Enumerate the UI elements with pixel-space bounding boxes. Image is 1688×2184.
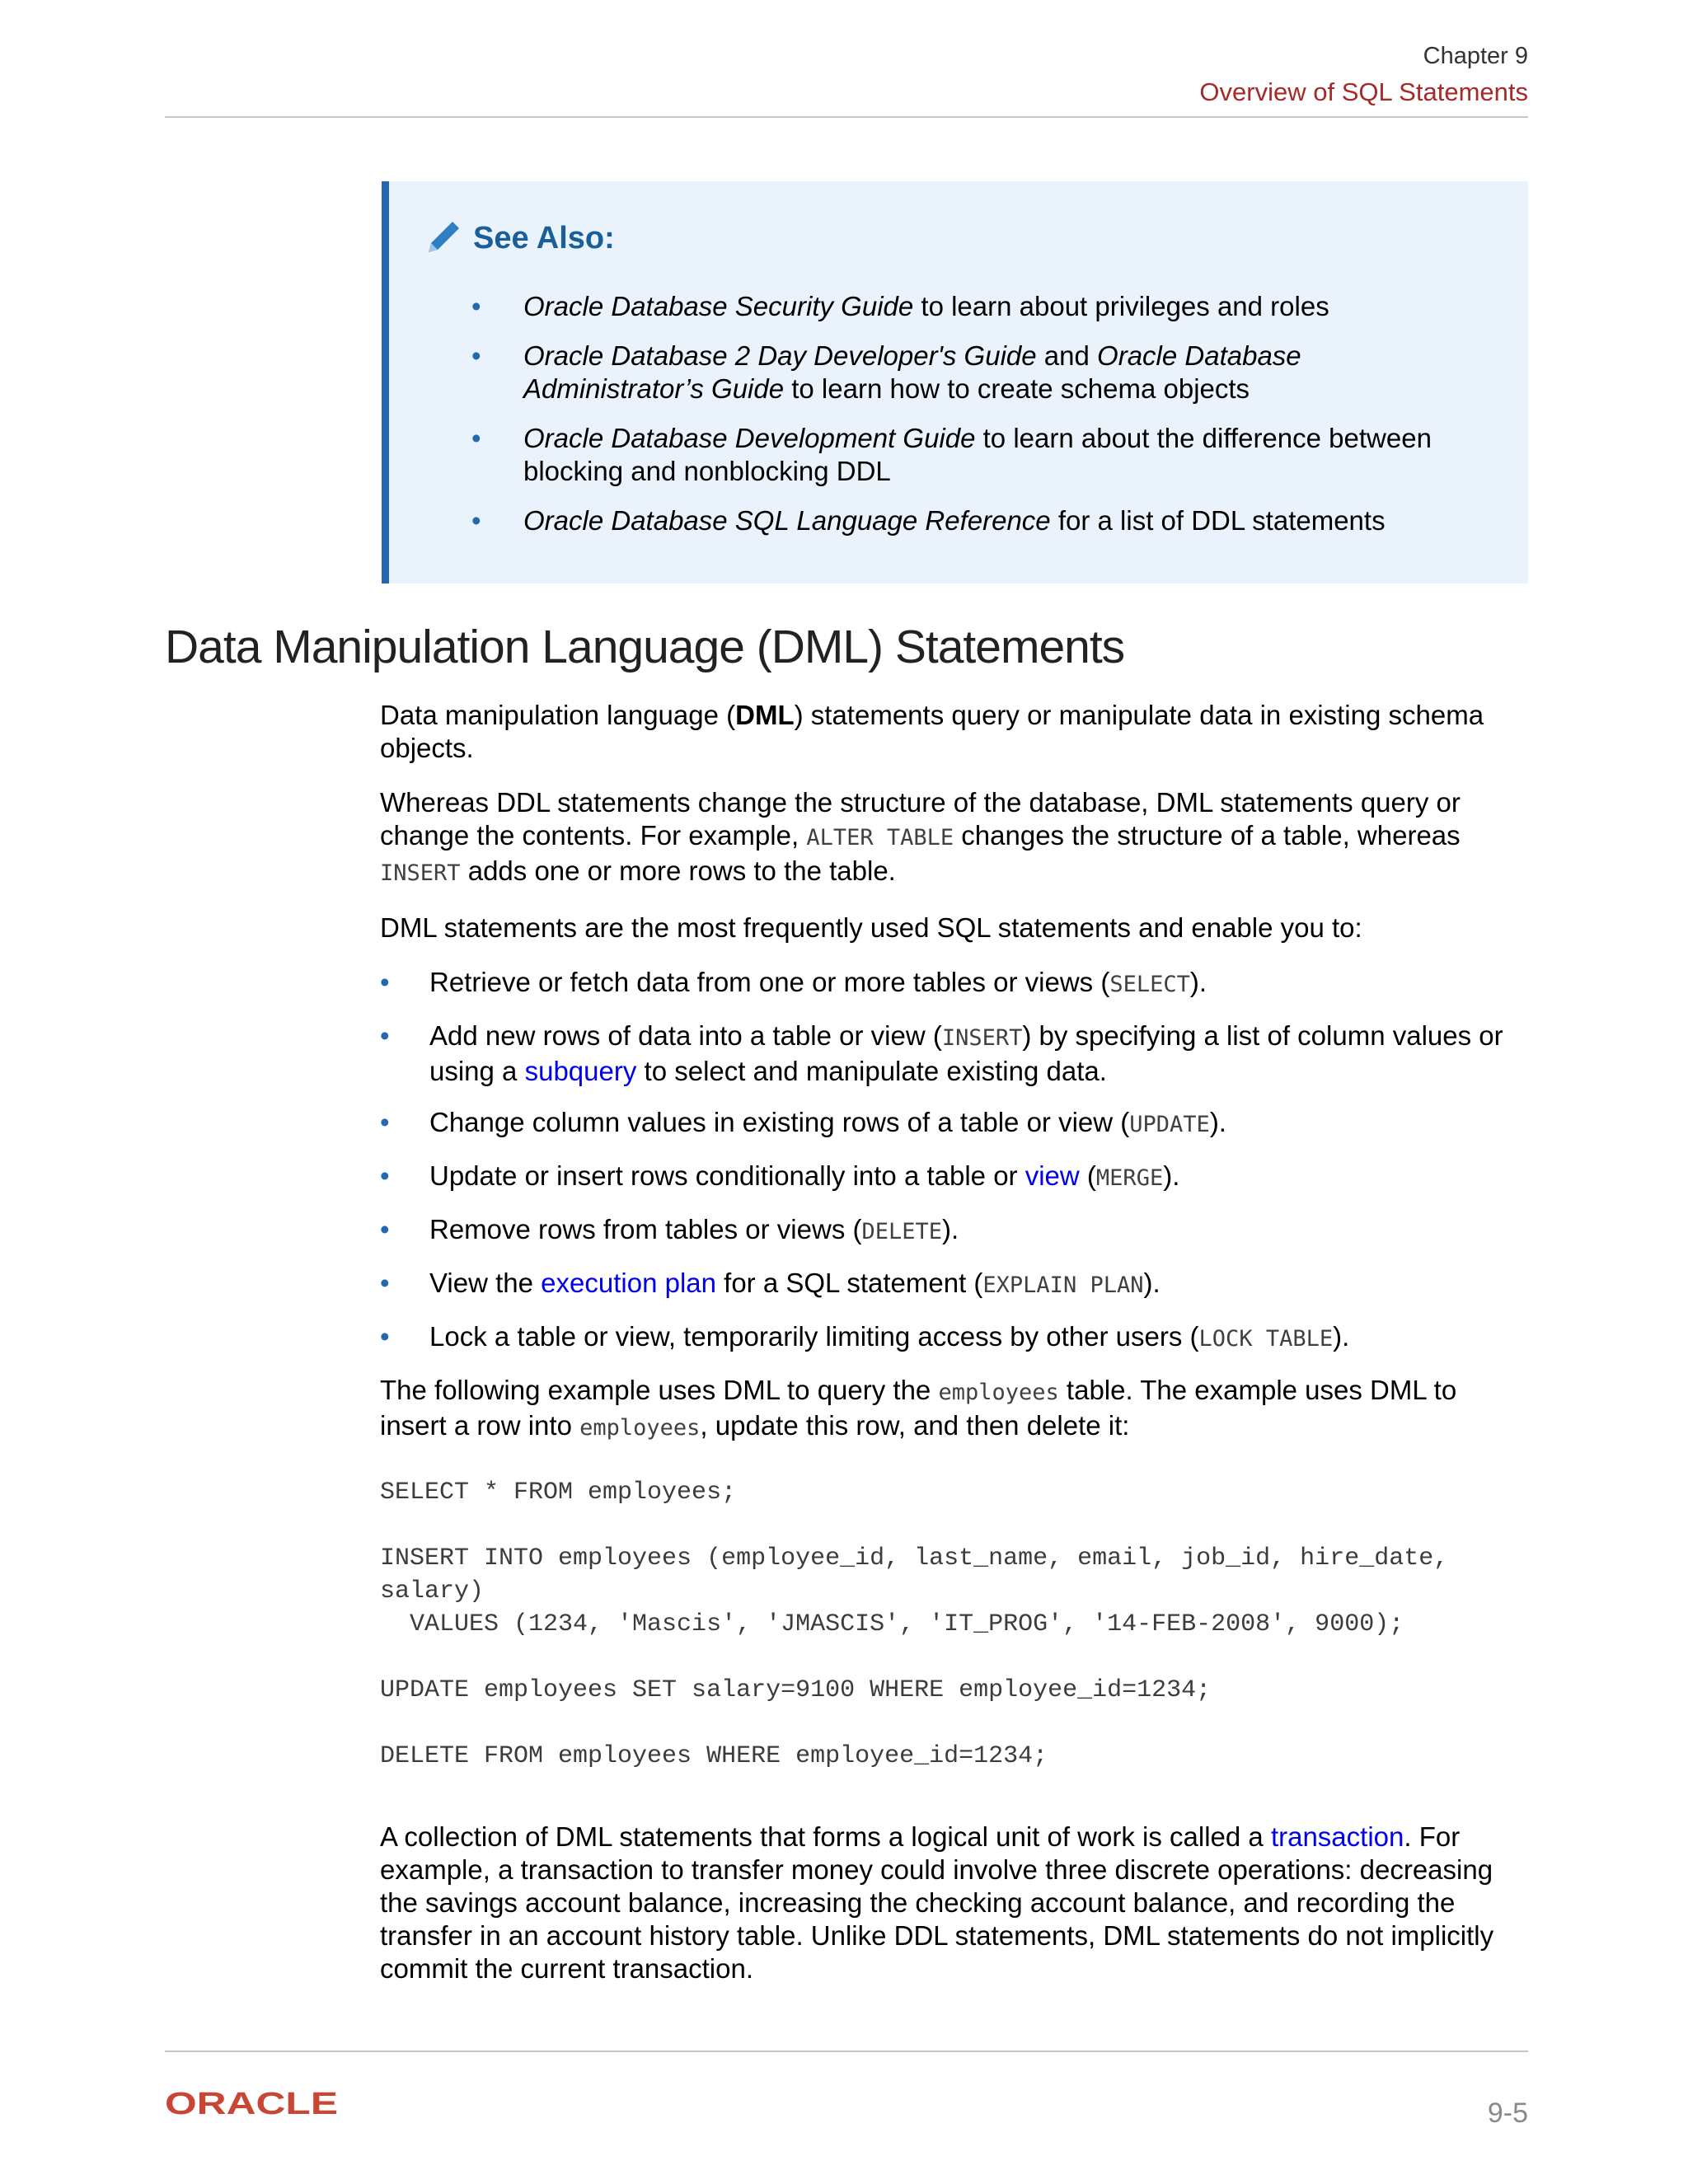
section-heading: Data Manipulation Language (DML) Statements [165,621,1125,673]
text: ). [1333,1321,1350,1352]
text: ) statements query or manipulate data in existing schema objects. [380,700,1484,763]
bullet-icon: • [471,291,481,321]
code-line: salary) [380,1577,485,1605]
see-also-item [389,504,1463,537]
oracle-logo [165,2089,346,2117]
bullet-icon: • [380,1160,390,1191]
see-also-title: See Also: [473,220,615,255]
code-line [380,1641,1528,1674]
bullet-icon: • [380,1268,390,1298]
paragraph [380,699,1528,765]
see-also-item [389,290,1463,323]
list-item [380,966,1528,1001]
item-text: to learn about the difference between blocking and nonblocking DDL [523,423,1432,486]
text: Whereas DDL statements change the structure of the database, DML statements query or change the contents. For example, [380,787,1461,851]
see-also-header [424,219,615,257]
list-item [380,1320,1528,1356]
see-also-box [382,181,1528,583]
section-body [380,699,1528,2007]
text: to select and manipulate existing data. [636,1056,1107,1086]
item-text: to learn about privileges and roles [913,291,1329,321]
item-text: to learn how to create schema objects [784,373,1250,404]
text: Data manipulation language ( [380,700,736,730]
code-line: UPDATE employees SET salary=9100 WHERE employee_id=1234; [380,1676,1212,1704]
inline-code: INSERT [380,860,461,886]
code-line: INSERT INTO employees (employee_id, last_name, email, job_id, hire_date, [380,1544,1449,1572]
inline-code: MERGE [1095,1165,1164,1191]
paragraph [380,786,1528,890]
inline-code: employees [938,1380,1059,1405]
code-line [380,1707,1528,1740]
book-title[interactable]: Oracle Database Administrator’s Guide [523,340,1301,404]
inline-code: employees [579,1415,701,1441]
book-title[interactable]: Oracle Database Security Guide [523,291,914,321]
running-header [1199,41,1528,109]
code-example [380,1476,1528,1773]
dml-capabilities-list [380,966,1528,1356]
inline-code: INSERT [941,1025,1023,1051]
bullet-icon: • [380,967,390,997]
text: ). [1163,1160,1180,1191]
text: ). [1189,967,1207,997]
term-bold: DML [735,700,795,730]
text: ). [1209,1107,1226,1137]
text: ). [1143,1268,1160,1298]
text: . For example, a transaction to transfer money could involve three discrete operations: decreasing the savings account balance, increasing the checking account balance, and recording the transfer in an account history table. Unlike DDL statements, DML statements do not implicitly commit the current transaction. [380,1821,1494,1984]
text: ( [1079,1160,1096,1191]
list-item [380,1267,1528,1302]
inline-code: UPDATE [1129,1112,1210,1137]
book-title[interactable]: Oracle Database SQL Language Reference [523,505,1051,536]
code-line [380,1509,1528,1542]
text: Update or insert rows conditionally into a table or [429,1160,1025,1191]
text: A collection of DML statements that forms a logical unit of work is called a [380,1821,1271,1852]
code-line: VALUES (1234, 'Mascis', 'JMASCIS', 'IT_PROG', '14-FEB-2008', 9000); [380,1610,1404,1638]
bullet-icon: • [380,1107,390,1137]
inline-code: SELECT [1109,972,1190,997]
see-also-item [389,422,1463,488]
paragraph [380,1374,1528,1445]
text: Add new rows of data into a table or view ( [429,1020,942,1051]
text: , update this row, and then delete it: [700,1410,1130,1441]
list-item [380,1019,1528,1088]
list-item [380,1213,1528,1249]
bullet-icon: • [471,505,481,536]
svg-text:ORACLE: ORACLE [165,2089,338,2117]
header-divider [165,116,1528,118]
text: for a SQL statement ( [715,1268,983,1298]
chapter-number: Chapter 9 [1423,43,1528,69]
text: The following example uses DML to query the [380,1375,939,1405]
code-line: DELETE FROM employees WHERE employee_id=1234; [380,1742,1048,1770]
text: Remove rows from tables or views ( [429,1214,862,1244]
item-text: for a list of DDL statements [1050,505,1386,536]
bullet-icon: • [380,1321,390,1352]
book-title[interactable]: Oracle Database 2 Day Developer's Guide [523,340,1037,371]
paragraph [380,1821,1528,1985]
code-line: SELECT * FROM employees; [380,1479,737,1507]
pencil-icon [424,219,462,257]
inline-code: LOCK TABLE [1198,1326,1334,1352]
subquery-link[interactable]: subquery [524,1056,637,1086]
text: table. The example uses DML to insert a row into [380,1375,1457,1441]
see-also-item [389,340,1463,405]
text: Retrieve or fetch data from one or more tables or views ( [429,967,1110,997]
see-also-list [389,290,1463,554]
inline-code: DELETE [861,1219,943,1244]
item-text: and [1036,340,1098,371]
text: Lock a table or view, temporarily limiting access by other users ( [429,1321,1199,1352]
text: ). [942,1214,959,1244]
bullet-icon: • [380,1214,390,1244]
list-item [380,1160,1528,1195]
text: View the [429,1268,542,1298]
page-number: 9-5 [1487,2097,1528,2129]
bullet-icon: • [380,1020,390,1051]
bullet-icon: • [471,423,481,453]
footer-divider [165,2050,1528,2052]
list-item [380,1106,1528,1141]
text: changes the structure of a table, whereas [954,820,1461,851]
bullet-icon: • [471,340,481,371]
view-link[interactable]: view [1025,1160,1080,1191]
text: adds one or more rows to the table. [460,855,896,886]
inline-code: EXPLAIN PLAN [982,1272,1144,1298]
transaction-link[interactable]: transaction [1270,1821,1404,1852]
text: ) by specifying a list of column values or using a [429,1020,1503,1086]
execution-plan-link[interactable]: execution plan [541,1268,716,1298]
book-title[interactable]: Oracle Database Development Guide [523,423,976,453]
chapter-title: Overview of SQL Statements [1199,77,1528,106]
text: Change column values in existing rows of a table or view ( [429,1107,1130,1137]
inline-code: ALTER TABLE [806,825,954,851]
paragraph: DML statements are the most frequently used SQL statements and enable you to: [380,912,1362,943]
